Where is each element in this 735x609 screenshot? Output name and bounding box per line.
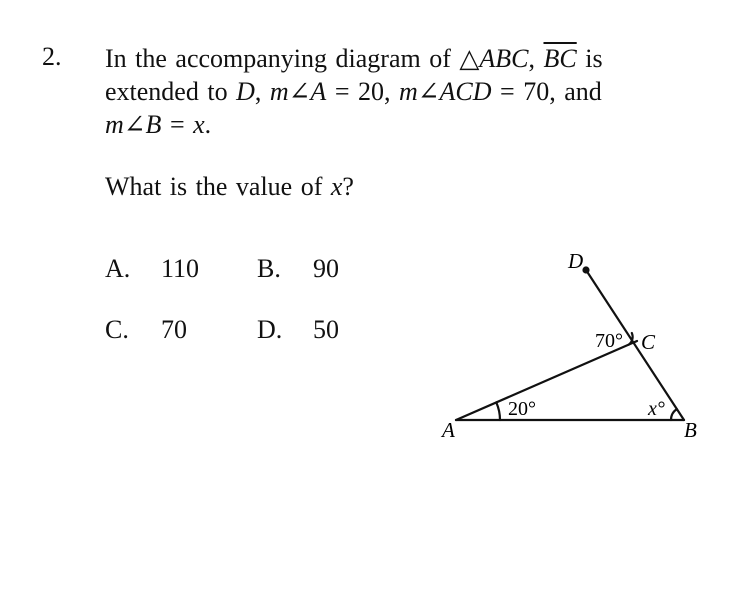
angle-a-arc [496,402,500,420]
angle-a-label: 20° [508,398,536,420]
choice-letter: A. [105,254,131,283]
stem-text: In the accompanying diagram of △ [105,44,480,73]
question-number: 2. [42,42,62,71]
measure-angle-acd: m∠ACD [398,77,492,106]
stem-text: extended to [105,77,237,106]
label-a: A [442,418,455,442]
angle-acd-label: 70° [595,330,623,352]
side-ac [456,341,637,420]
measure-angle-b: m∠B [105,110,162,139]
angle-b-arc [671,409,677,420]
point-d-dot [582,266,589,273]
choice-value: 70 [161,315,187,344]
stem-text: , [528,44,544,73]
choice-value: 50 [313,315,339,344]
prompt-text: What is the value of [105,172,331,201]
label-b: B [684,418,697,442]
label-d: D [568,249,584,273]
choice-value: 90 [313,254,339,283]
label-c: C [641,330,656,354]
stem-text: is [576,44,603,73]
stem-text: = 70, and [491,77,602,106]
prompt-text: ? [342,172,354,201]
triangle-name: ABC [479,44,529,73]
segment-bc: $\overline{BC}$ [543,44,577,73]
angle-b-label: x° [648,398,665,420]
stem-text: . [204,110,212,139]
choice-letter: C. [105,315,129,344]
stem-text: = [161,110,194,139]
choice-letter: D. [257,315,283,344]
measure-angle-a: m∠A [269,77,327,106]
variable-x: x [330,172,343,201]
stem-text: , [254,77,270,106]
point-d: D [236,77,255,106]
stem-text: = 20, [326,77,399,106]
variable-x: x [193,110,205,139]
choice-value: 110 [161,254,200,283]
choice-letter: B. [257,254,281,283]
